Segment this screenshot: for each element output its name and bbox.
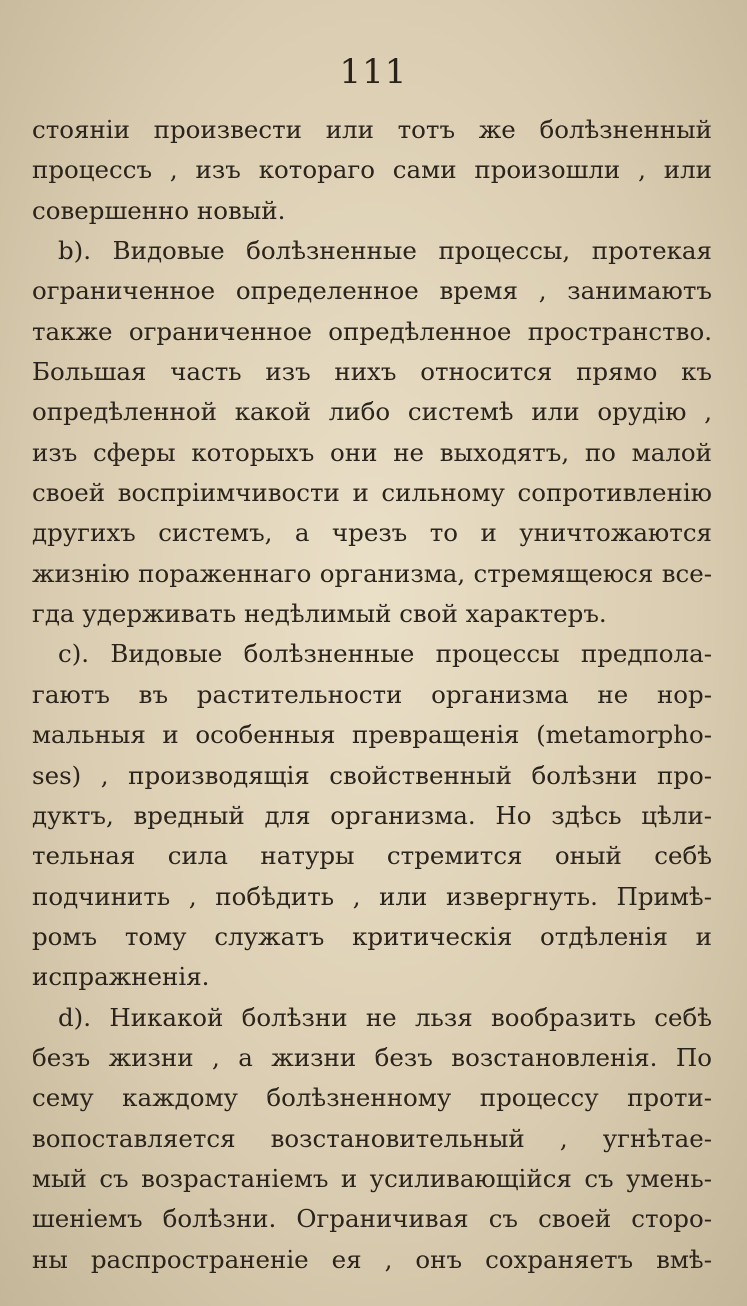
body-text xyxy=(32,110,712,1280)
text-line: процессъ , изъ которагo сами произошли , или xyxy=(32,155,712,185)
text-line: мальныя и особенныя превращенія (metamorpho- xyxy=(32,720,712,750)
text-line: испражненія. xyxy=(32,962,210,992)
text-line: опредѣленной какой либо системѣ или орудію , xyxy=(32,397,712,427)
text-line: c). Видовые болѣзненные процессы предпола- xyxy=(58,639,712,669)
text-line: своей воспріимчивости и сильному сопротивленію xyxy=(32,478,712,508)
text-line: безъ жизни , а жизни безъ возстановленія. По xyxy=(32,1042,712,1072)
text-line: совершенно новый. xyxy=(32,195,286,225)
text-line: тельная сила натуры стремится оный себѣ xyxy=(32,841,712,871)
text-line: d). Никакой болѣзни не льзя вообразить себѣ xyxy=(58,1002,712,1032)
text-line: изъ сферы которыхъ они не выходятъ, по малой xyxy=(32,437,712,467)
text-line: подчинить , побѣдить , или извергнуть. Примѣ- xyxy=(32,881,712,911)
text-line: вопоставляется возстановительный , угнѣтае- xyxy=(32,1123,712,1153)
text-line: дуктъ, вредный для организма. Но здѣсь цѣли- xyxy=(32,800,712,830)
text-line: ны распространеніе ея , онъ сохраняетъ вмѣ- xyxy=(32,1244,712,1274)
text-line: ses) , производящія свойственный болѣзни про- xyxy=(32,760,712,790)
text-line: b). Видовые болѣзненные процессы, протекая xyxy=(58,236,712,266)
text-line: стояніи произвести или тотъ же болѣзненный xyxy=(32,115,712,144)
text-line: ограниченное определенное время , занимаютъ xyxy=(32,276,712,306)
page-number: 111 xyxy=(339,52,408,92)
text-line: также ограниченное опредѣленное пространство. xyxy=(32,316,712,346)
text-line: мый съ возрастаніемъ и усиливающійся съ умень- xyxy=(32,1163,712,1193)
text-line: гда удерживать недѣлимый свой характеръ. xyxy=(32,599,607,629)
text-line: ромъ тому служатъ критическія отдѣленія и xyxy=(32,921,712,951)
text-line: другихъ системъ, а чрезъ то и уничтожаются xyxy=(32,518,712,548)
text-line: жизнію пораженнаго организма, стремящеюся все- xyxy=(32,558,712,588)
text-line: шеніемъ болѣзни. Ограничивая съ своей сторо- xyxy=(32,1204,712,1234)
text-line: гаютъ въ растительности организма не нор- xyxy=(32,679,712,709)
text-line: Большая часть изъ нихъ относится прямо къ xyxy=(32,357,712,387)
text-line: сему каждому болѣзненному процессу проти- xyxy=(32,1083,712,1113)
